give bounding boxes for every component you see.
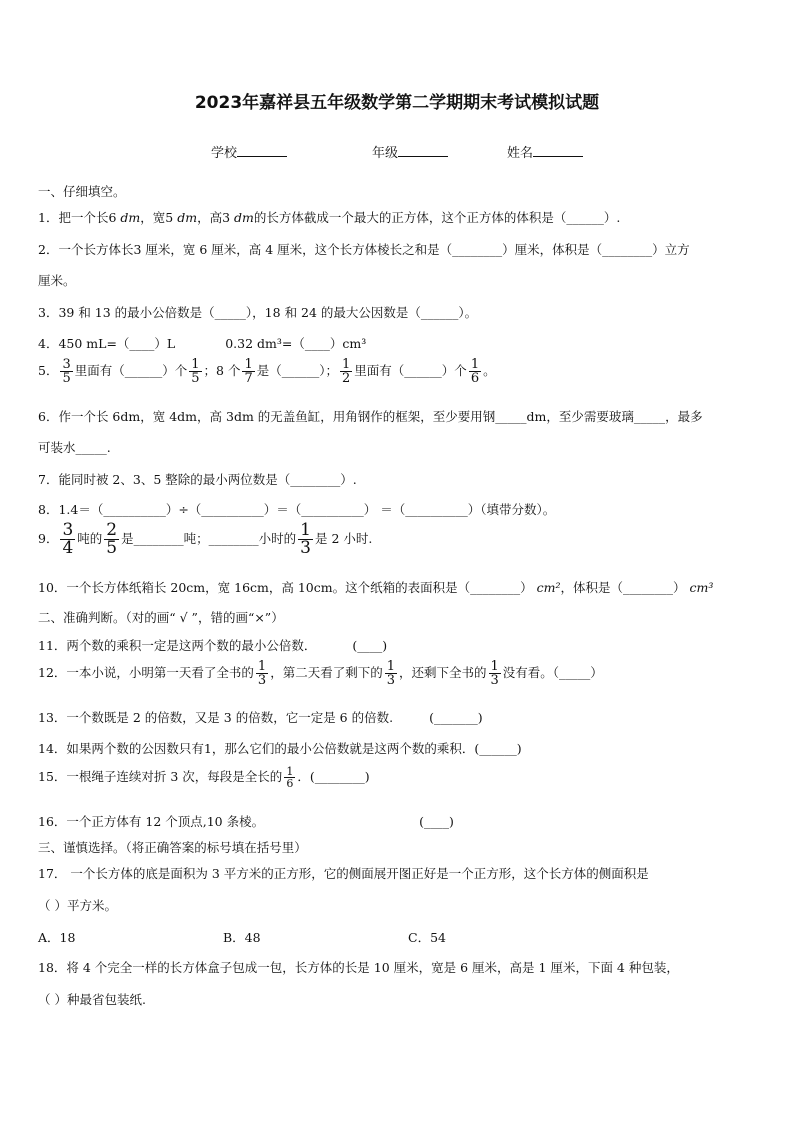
question-2-line-1: 2．一个长方体长3 厘米，宽 6 厘米，高 4 厘米，这个长方体棱长之和是（________）厘米，体积是（________）立方 — [38, 242, 690, 257]
grade-field — [372, 142, 448, 161]
fraction: $\frac{1}{6}$ — [470, 357, 480, 386]
question-9: 9． $\frac{3}{4}$ 吨的 $\frac{2}{5}$ 是________吨；________小时的 $\frac{1}{3}$ 是 2 小时. — [38, 520, 373, 558]
question-11: 11．两个数的乘积一定是这两个数的最小公倍数． (____) — [38, 638, 388, 653]
fraction: $\frac{1}{3}$ — [257, 659, 267, 688]
fraction: $\frac{1}{3}$ — [386, 659, 395, 688]
school-blank[interactable] — [237, 144, 287, 157]
grade-blank[interactable] — [398, 144, 448, 157]
fraction: $\frac{3}{5}$ — [62, 357, 71, 386]
question-18-line-2: （ ）种最省包装纸. — [38, 992, 146, 1007]
name-blank[interactable] — [533, 144, 583, 157]
school-field — [211, 142, 287, 161]
fraction: $\frac{1}{7}$ — [244, 357, 253, 386]
question-15: 15．一根绳子连续对折 3 次，每段是全长的 $\frac{1}{6}$ ．(________) — [38, 765, 370, 790]
question-17-line-2: （ ）平方米。 — [38, 898, 117, 913]
fraction: $\frac{1}{6}$ — [286, 765, 294, 790]
question-16: 16．一个正方体有 12 个顶点,10 条棱。 (____) — [38, 814, 454, 829]
question-1: 1．把一个长6 dm，宽5 dm，高3 dm的长方体截成一个最大的正方体，这个正方体的体积是（______）. — [38, 210, 621, 225]
question-18-line-1: 18．将 4 个完全一样的长方体盒子包成一包，长方体的长是 10 厘米，宽是 6 厘米，高是 1 厘米，下面 4 种包装， — [38, 960, 679, 975]
question-8: 8．1.4＝（__________）÷（__________）＝（__________） ＝（__________）（填带分数）。 — [38, 502, 556, 517]
section-1-heading: 一、仔细填空。 — [38, 184, 126, 199]
section-2-heading: 二、准确判断。（对的画“ √ ”，错的画“×”） — [38, 610, 284, 625]
name-label: 姓名 — [507, 146, 534, 161]
question-5: 5． $\frac{3}{5}$ 里面有（______）个 $\frac{1}{5}$ ；8 个 $\frac{1}{7}$ 是（______）； $\frac{1}{2}$ 里面有（______）个 $\frac{1}{6}$ 。 — [38, 357, 496, 386]
school-label: 学校 — [211, 146, 238, 161]
question-17-line-1: 17． 一个长方体的底是面积为 3 平方米的正方形，它的侧面展开图正好是一个正方形，这个长方体的侧面积是 — [38, 866, 649, 881]
question-13: 13．一个数既是 2 的倍数，又是 3 的倍数，它一定是 6 的倍数. (_______) — [38, 710, 483, 725]
grade-label: 年级 — [372, 146, 399, 161]
fraction: $\frac{1}{3}$ — [300, 520, 311, 558]
question-4: 4．450 mL=（____）L 0.32 dm³=（____）cm³ — [38, 336, 367, 351]
section-3-heading: 三、谨慎选择。（将正确答案的标号填在括号里） — [38, 840, 307, 855]
question-12: 12．一本小说，小明第一天看了全书的 $\frac{1}{3}$ ，第二天看了剩下的 $\frac{1}{3}$ ，还剩下全书的 $\frac{1}{3}$ 没有看。（_____） — [38, 659, 603, 688]
question-17-options — [38, 928, 758, 946]
option-a[interactable]: A．18 — [38, 930, 76, 945]
question-3: 3．39 和 13 的最小公倍数是（_____），18 和 24 的最大公因数是（______）。 — [38, 305, 478, 320]
question-10: 10．一个长方体纸箱长 20cm，宽 16cm，高 10cm。这个纸箱的表面积是（________） cm²，体积是（________） cm³ — [38, 580, 714, 595]
fraction: $\frac{1}{5}$ — [191, 357, 200, 386]
fraction: $\frac{1}{3}$ — [490, 659, 499, 688]
option-b[interactable]: B．48 — [223, 930, 261, 945]
fraction: $\frac{2}{5}$ — [106, 520, 118, 558]
question-6-line-1: 6．作一个长 6dm，宽 4dm，高 3dm 的无盖鱼缸，用角钢作的框架，至少要用钢_____dm，至少需要玻璃_____，最多 — [38, 409, 703, 424]
page-title: 2023年嘉祥县五年级数学第二学期期末考试模拟试题 — [194, 93, 600, 113]
name-field — [507, 142, 583, 161]
question-6-line-2: 可装水_____. — [38, 440, 111, 455]
fraction: $\frac{3}{4}$ — [62, 520, 74, 558]
question-14: 14．如果两个数的公因数只有1，那么它们的最小公倍数就是这两个数的乘积．(______) — [38, 741, 522, 756]
question-7: 7．能同时被 2、3、5 整除的最小两位数是（________）. — [38, 472, 357, 487]
fraction: $\frac{1}{2}$ — [342, 357, 351, 386]
option-c[interactable]: C．54 — [408, 930, 446, 945]
question-2-line-2: 厘米。 — [38, 273, 76, 288]
